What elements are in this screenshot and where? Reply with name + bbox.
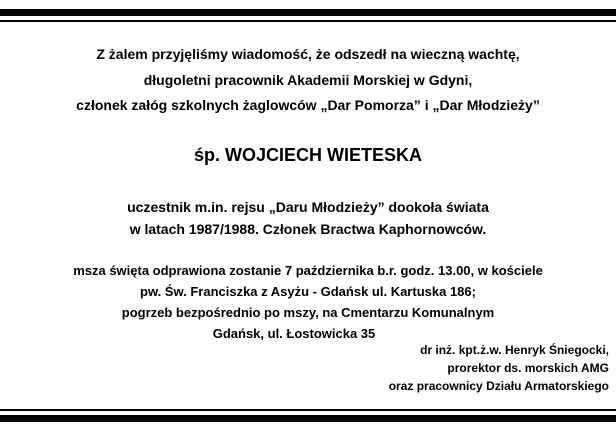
- top-border-thin: [0, 20, 616, 22]
- funeral-line-2: pw. Św. Franciszka z Asyżu - Gdańsk ul. Kartuska 186;: [140, 284, 476, 299]
- funeral-line-3: pogrzeb bezpośrednio po mszy, na Cmentarzu Komunalnym: [121, 305, 495, 320]
- funeral-line-1: msza święta odprawiona zostanie 7 października b.r. godz. 13.00, w kościele: [73, 263, 543, 278]
- voyage-line-2: w latach 1987/1988. Członek Bractwa Kaphornowców.: [129, 221, 487, 237]
- deceased-name: śp. WOJCIECH WIETESKA: [193, 145, 422, 165]
- intro-line-2: długoletni pracownik Akademii Morskiej w Gdyni,: [143, 72, 473, 88]
- funeral-line-4: Gdańsk, ul. Łostowicka 35: [212, 326, 376, 341]
- signature-line-3: oraz pracownicy Działu Armatorskiego: [388, 379, 609, 393]
- signature-line-2: prorektor ds. morskich AMG: [447, 361, 609, 375]
- top-border-thick: [0, 9, 616, 16]
- bottom-border-thin: [0, 409, 616, 411]
- signature-line-1: dr inż. kpt.ż.w. Henryk Śniegocki,: [420, 343, 609, 357]
- intro-line-1: Z żalem przyjęliśmy wiadomość, że odszedł na wieczną wachtę,: [96, 46, 520, 62]
- bottom-border-thick: [0, 415, 616, 422]
- intro-line-3: członek załóg szkolnych żaglowców „Dar Pomorza” i „Dar Młodzieży”: [76, 97, 540, 113]
- voyage-line-1: uczestnik m.in. rejsu „Daru Młodzieży” dookoła świata: [127, 199, 489, 215]
